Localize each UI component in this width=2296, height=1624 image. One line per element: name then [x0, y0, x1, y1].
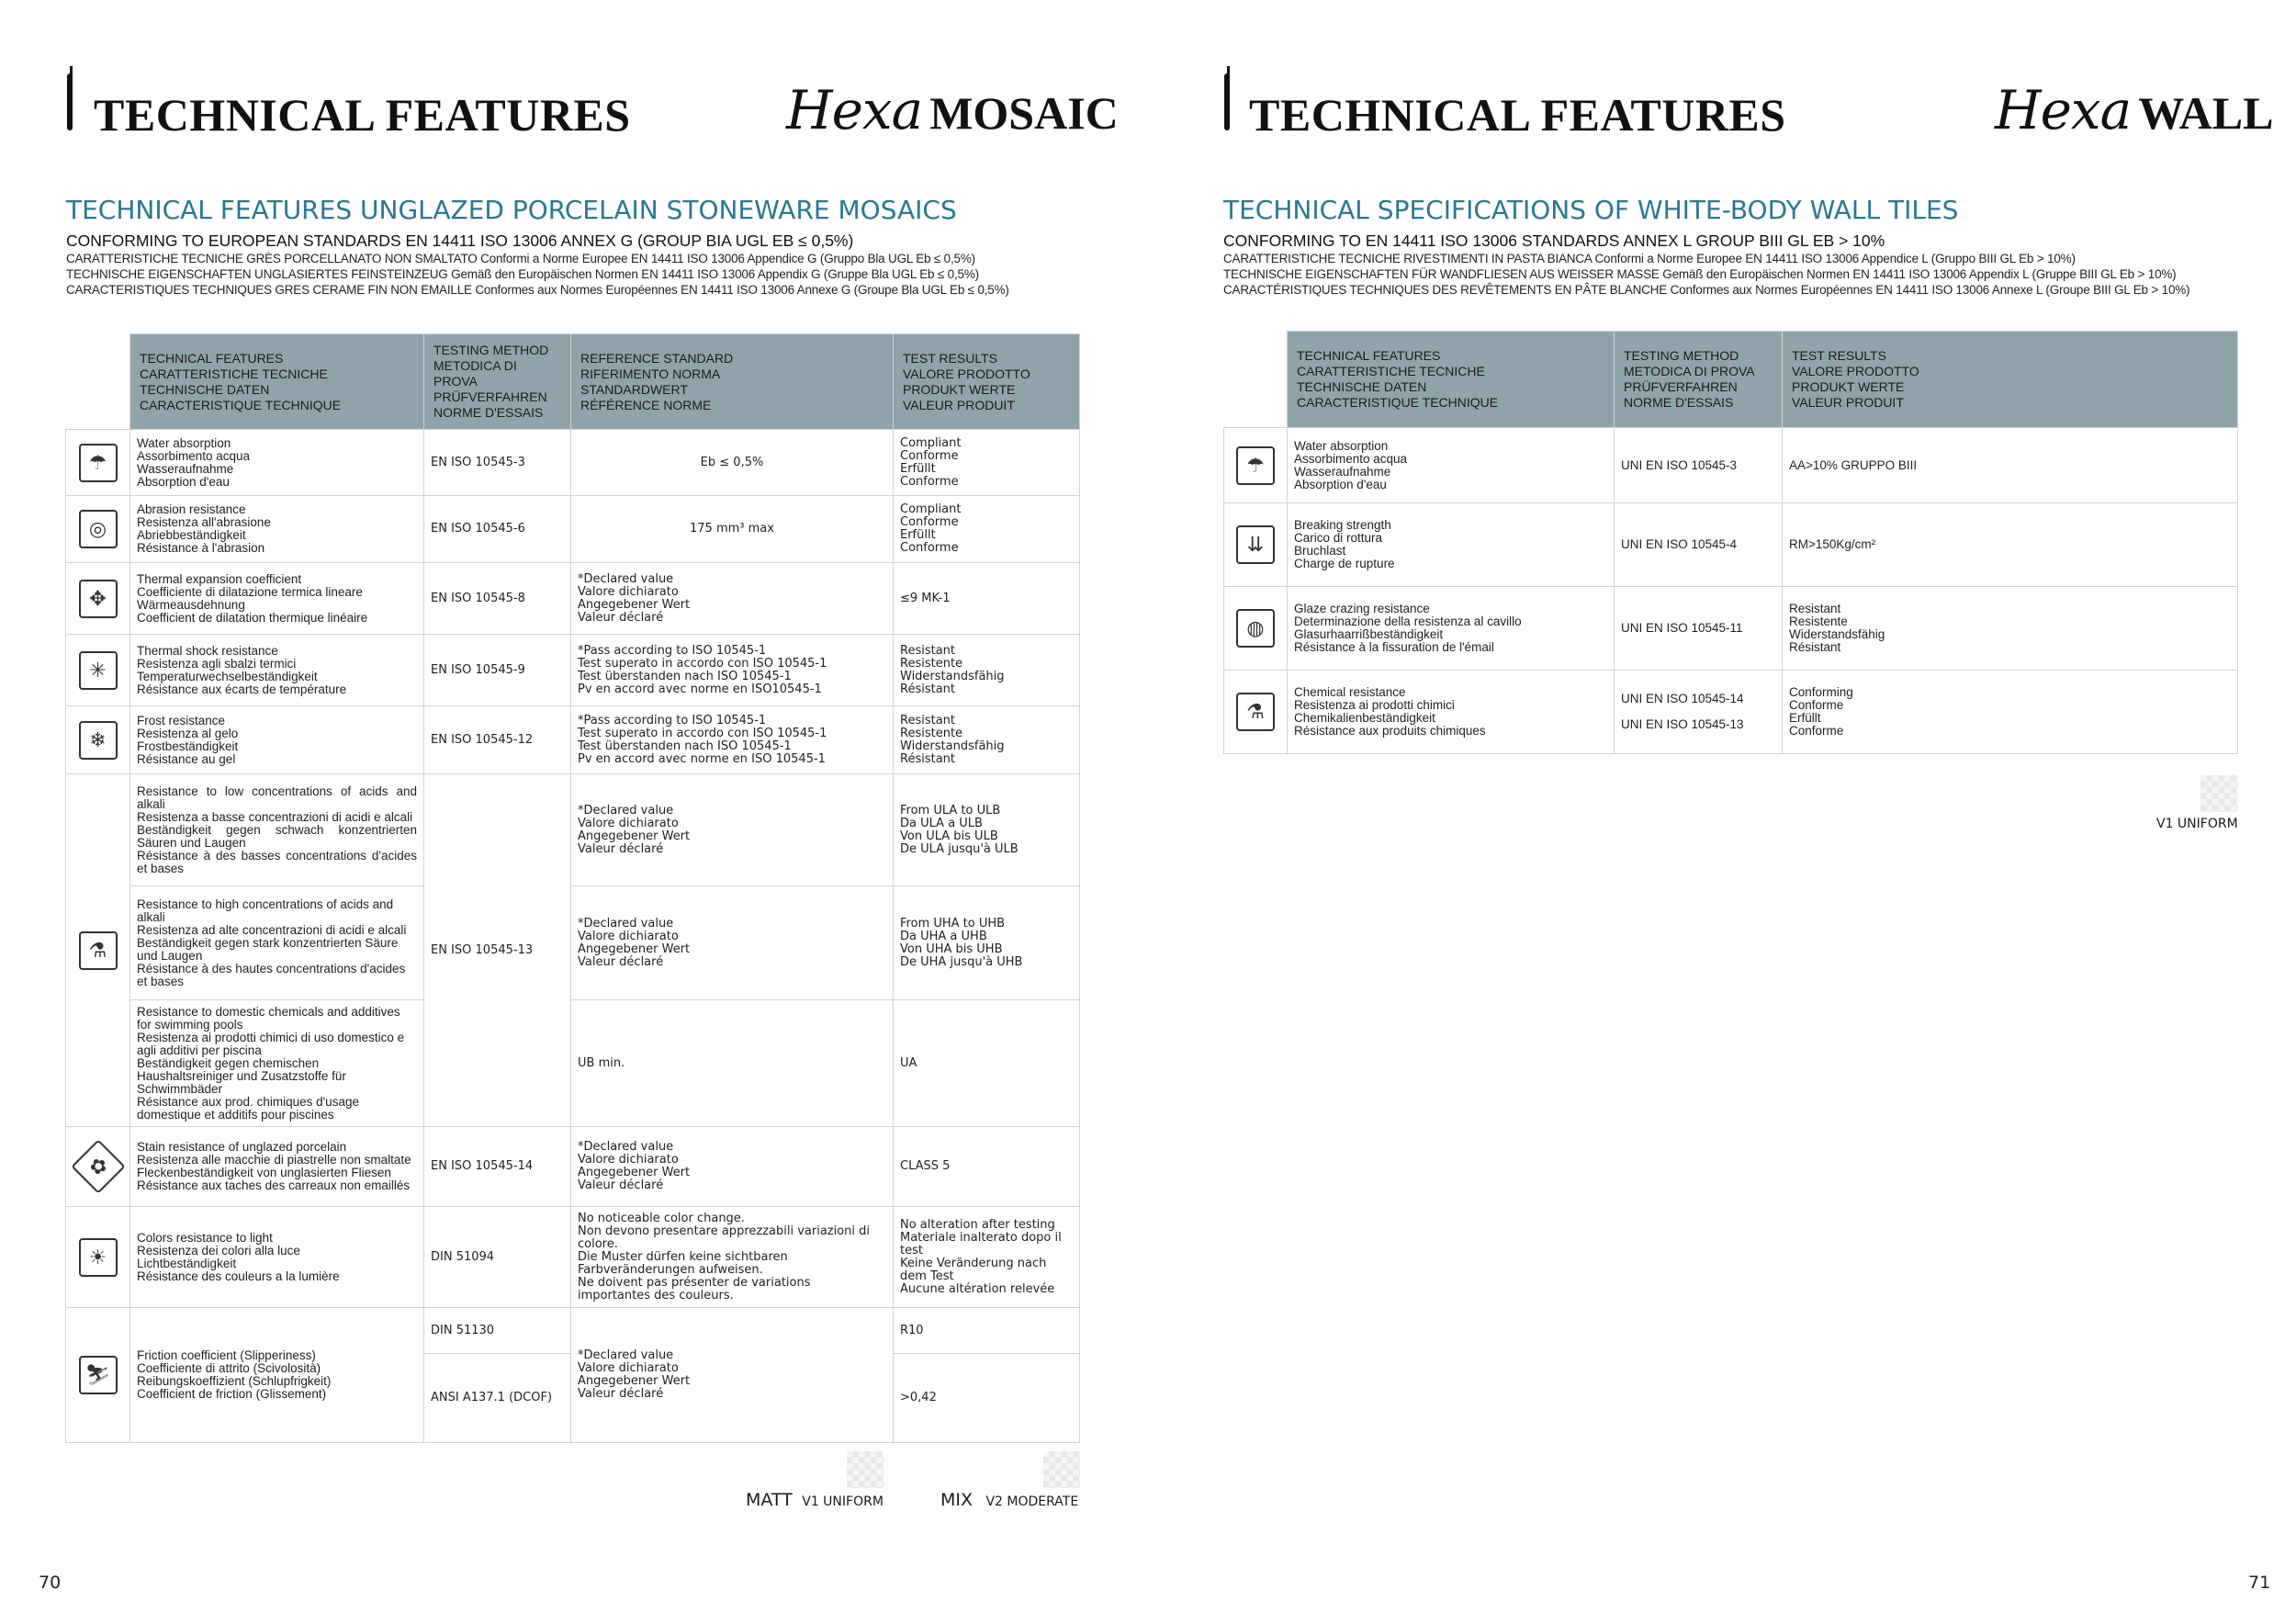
table-header-row — [66, 334, 1080, 430]
table-row — [66, 635, 1080, 706]
shade-variation-v2-icon — [1043, 1451, 1080, 1488]
reference-cell: Eb ≤ 0,5% — [571, 430, 894, 496]
result-cell: Resistant Resistente Widerstandsfähig Résistant — [894, 706, 1080, 774]
thermal-shock-icon: ✳ — [79, 651, 118, 690]
stain-resistance-icon: ✿ — [71, 1139, 125, 1193]
method-cell: ANSI A137.1 (DCOF) — [424, 1354, 571, 1443]
brand-script: Hexa — [1995, 79, 2132, 141]
header-method: TESTING METHOD METODICA DI PROVA PRÜFVERFAHREN NORME D'ESSAIS — [424, 334, 571, 430]
method-cell: EN ISO 10545-3 — [424, 430, 571, 496]
reference-cell: *Declared value Valore dichiarato Angegebener Wert Valeur déclaré — [571, 1308, 894, 1443]
method-cell: EN ISO 10545-13 — [424, 774, 571, 1127]
method-cell: UNI EN ISO 10545-3 — [1615, 428, 1783, 503]
reference-cell: UB min. — [571, 1000, 894, 1127]
page-title: TECHNICAL FEATURES — [94, 89, 631, 141]
feature-cell: Abrasion resistance Resistenza all'abrasione Abriebbeständigkeit Résistance à l'abrasion — [130, 496, 424, 563]
table-row — [1224, 503, 2238, 587]
conforming-line-it: CARATTERISTICHE TECNICHE RIVESTIMENTI IN PASTA BIANCA Conformi a Norme Europee EN 14411 ISO 13006 Appendice L (Gruppo BIII GL Eb > 10%) — [1223, 252, 2076, 265]
result-cell: R10 — [894, 1308, 1080, 1354]
header-features: TECHNICAL FEATURES CARATTERISTICHE TECNICHE TECHNISCHE DATEN CARACTERISTIQUE TECHNIQUE — [130, 334, 424, 430]
reference-cell: *Declared value Valore dichiarato Angegebener Wert Valeur déclaré — [571, 563, 894, 635]
feature-cell: Friction coefficient (Slipperiness) Coefficiente di attrito (Scivolosità) Reibungskoeffizient (Schlupfrigkeit) Coefficient de friction (Glissement) — [130, 1308, 424, 1443]
section-title: TECHNICAL SPECIFICATIONS OF WHITE-BODY WALL TILES — [1223, 195, 1959, 225]
breaking-strength-icon: ⇊ — [1236, 525, 1275, 564]
brand-logo — [1995, 79, 2273, 141]
table-row — [1224, 428, 2238, 503]
method-cell: UNI EN ISO 10545-4 — [1615, 503, 1783, 587]
brand-script: Hexa — [786, 79, 923, 141]
conforming-line-de: TECHNISCHE EIGENSCHAFTEN FÜR WANDFLIESEN AUS WEISSER MASSE Gemäß den Europäischen Normen EN 14411 ISO 13006 Appendix L (Gruppe BIII GL Eb > 10%) — [1223, 267, 2177, 281]
feature-cell: Resistance to low concentrations of acids and alkali Resistenza a basse concentrazioni di acidi e alcali Beständigkeit gegen schwach konzentrierten Säuren und Laugen Résistance à des basses concentrations d'acides et bases — [130, 774, 424, 886]
result-cell: Compliant Conforme Erfüllt Conforme — [894, 496, 1080, 563]
reference-cell: *Declared value Valore dichiarato Angegebener Wert Valeur déclaré — [571, 886, 894, 1000]
feature-cell: Breaking strength Carico di rottura Bruchlast Charge de rupture — [1288, 503, 1615, 587]
method-cell: EN ISO 10545-9 — [424, 635, 571, 706]
feature-cell: Water absorption Assorbimento acqua Wasseraufnahme Absorption d'eau — [1288, 428, 1615, 503]
water-absorption-icon: ☂ — [1236, 446, 1275, 485]
table-row — [66, 1308, 1080, 1354]
conforming-heading: CONFORMING TO EN 14411 ISO 13006 STANDARDS ANNEX L GROUP BIII GL EB > 10% — [1223, 231, 1885, 250]
result-cell: From UHA to UHB Da UHA a UHB Von UHA bis UHB De UHA jusqu'à UHB — [894, 886, 1080, 1000]
feature-cell: Thermal shock resistance Resistenza agli sbalzi termici Temperaturwechselbeständigkeit Résistance aux écarts de température — [130, 635, 424, 706]
feature-cell: Glaze crazing resistance Determinazione della resistenza al cavillo Glasurhaarrißbeständigkeit Résistance à la fissuration de l'émail — [1288, 587, 1615, 671]
page-number: 70 — [39, 1573, 62, 1593]
table-row — [66, 563, 1080, 635]
table-header-row — [1224, 332, 2238, 428]
glaze-crazing-icon: ◍ — [1236, 609, 1275, 648]
title-accent-bar — [1224, 73, 1230, 130]
brand-word: MOSAIC — [929, 87, 1119, 139]
method-cell: UNI EN ISO 10545-14 UNI EN ISO 10545-13 — [1615, 671, 1783, 754]
feature-cell: Thermal expansion coefficient Coefficiente di dilatazione termica lineare Wärmeausdehnung Coefficient de dilatation thermique linéaire — [130, 563, 424, 635]
footer-matt: MATT V1 UNIFORM — [746, 1490, 884, 1510]
conforming-line-it: CARATTERISTICHE TECNICHE GRÈS PORCELLANATO NON SMALTATO Conformi a Norme Europee EN 14411 ISO 13006 Appendice G (Gruppo Bla UGL Eb ≤ 0,5%) — [66, 252, 975, 265]
brand-logo — [786, 79, 1119, 141]
reference-cell: *Pass according to ISO 10545-1 Test superato in accordo con ISO 10545-1 Test überstanden nach ISO 10545-1 Pv en accord avec norme en ISO10545-1 — [571, 635, 894, 706]
water-absorption-icon: ☂ — [79, 444, 118, 482]
reference-cell: *Declared value Valore dichiarato Angegebener Wert Valeur déclaré — [571, 1127, 894, 1207]
shade-variation-v1-icon — [847, 1451, 884, 1488]
brand-word: WALL — [2138, 87, 2274, 139]
method-cell: EN ISO 10545-8 — [424, 563, 571, 635]
feature-cell: Resistance to high concentrations of acids and alkali Resistenza ad alte concentrazioni di acidi e alcali Beständigkeit gegen stark konzentrierten Säure und Laugen Résistance à des hautes concentrations d'acides et bases — [130, 886, 424, 1000]
result-cell: Resistant Resistente Widerstandsfähig Résistant — [894, 635, 1080, 706]
feature-cell: Frost resistance Resistenza al gelo Frostbeständigkeit Résistance au gel — [130, 706, 424, 774]
result-cell: ≤9 MK-1 — [894, 563, 1080, 635]
title-accent-bar — [67, 73, 73, 130]
reference-cell: No noticeable color change. Non devono presentare apprezzabili variazioni di colore. Die Muster dürfen keine sichtbaren Farbveränderungen aufweisen. Ne doivent pas présenter de variations importantes des couleurs. — [571, 1207, 894, 1308]
conforming-line-fr: CARACTÉRISTIQUES TECHNIQUES DES REVÊTEMENTS EN PÂTE BLANCHE Conformes aux Normes Européennes EN 14411 ISO 13006 Annexe L (Groupe BIII GL Eb > 10%) — [1223, 283, 2190, 297]
table-row — [1224, 671, 2238, 754]
reference-cell: *Declared value Valore dichiarato Angegebener Wert Valeur déclaré — [571, 774, 894, 886]
header-reference: REFERENCE STANDARD RIFERIMENTO NORMA STANDARDWERT RÉFÉRENCE NORME — [571, 334, 894, 430]
conforming-heading: CONFORMING TO EUROPEAN STANDARDS EN 14411 ISO 13006 ANNEX G (GROUP BIA UGL EB ≤ 0,5%) — [66, 231, 854, 250]
conforming-line-de: TECHNISCHE EIGENSCHAFTEN UNGLASIERTES FEINSTEINZEUG Gemäß den Europäischen Normen EN 14411 ISO 13006 Appendix G (Gruppe Bla UGL Eb ≤ 0,5%) — [66, 267, 979, 281]
conforming-line-fr: CARACTERISTIQUES TECHNIQUES GRES CERAME FIN NON EMAILLE Conformes aux Normes Européennes EN 14411 ISO 13006 Annexe G (Groupe Bla UGL Eb ≤ 0,5%) — [66, 283, 1009, 297]
table-row — [66, 1000, 1080, 1127]
method-cell: EN ISO 10545-6 — [424, 496, 571, 563]
feature-cell: Water absorption Assorbimento acqua Wasseraufnahme Absorption d'eau — [130, 430, 424, 496]
result-cell: CLASS 5 — [894, 1127, 1080, 1207]
method-cell: DIN 51094 — [424, 1207, 571, 1308]
method-cell: EN ISO 10545-14 — [424, 1127, 571, 1207]
page-title: TECHNICAL FEATURES — [1249, 89, 1786, 141]
slip-resistance-icon: ⛷ — [79, 1356, 118, 1394]
result-cell: Compliant Conforme Erfüllt Conforme — [894, 430, 1080, 496]
frost-resistance-icon: ❄ — [79, 721, 118, 760]
technical-specs-table — [1223, 331, 2238, 754]
result-cell: From ULA to ULB Da ULA a ULB Von ULA bis ULB De ULA jusqu'à ULB — [894, 774, 1080, 886]
result-cell: UA — [894, 1000, 1080, 1127]
table-row — [1224, 587, 2238, 671]
header-features: TECHNICAL FEATURES CARATTERISTICHE TECNICHE TECHNISCHE DATEN CARACTERISTIQUE TECHNIQUE — [1288, 332, 1615, 428]
table-row — [66, 706, 1080, 774]
page-number: 71 — [2248, 1573, 2271, 1593]
feature-cell: Stain resistance of unglazed porcelain Resistenza alle macchie di piastrelle non smaltate Fleckenbeständigkeit von unglasierten Fliesen Résistance aux taches des carreaux non emaillés — [130, 1127, 424, 1207]
footer-mix: MIX V2 MODERATE — [940, 1490, 1079, 1510]
header-results: TEST RESULTS VALORE PRODOTTO PRODUKT WERTE VALEUR PRODUIT — [1783, 332, 2238, 428]
light-resistance-icon: ☀ — [79, 1238, 118, 1277]
feature-cell: Resistance to domestic chemicals and additives for swimming pools Resistenza ai prodotti chimici di uso domestico e agli additivi per piscina Beständigkeit gegen chemischen Haushaltsreiniger und Zusatzstoffe für Schwimmbäder Résistance aux prod. chimiques d'usage domestique et additifs pour piscines — [130, 1000, 424, 1127]
feature-cell: Chemical resistance Resistenza ai prodotti chimici Chemikalienbeständigkeit Résistance aux produits chimiques — [1288, 671, 1615, 754]
table-row — [66, 496, 1080, 563]
result-cell: >0,42 — [894, 1354, 1080, 1443]
chemical-resistance-icon: ⚗ — [79, 931, 118, 970]
shade-variation-v1-icon — [2200, 775, 2237, 812]
thermal-expansion-icon: ✥ — [79, 580, 118, 618]
header-blank — [1224, 332, 1288, 428]
table-row — [66, 430, 1080, 496]
result-cell: AA>10% GRUPPO BIII — [1783, 428, 2238, 503]
result-cell: RM>150Kg/cm² — [1783, 503, 2238, 587]
method-cell: EN ISO 10545-12 — [424, 706, 571, 774]
feature-cell: Colors resistance to light Resistenza dei colori alla luce Lichtbeständigkeit Résistance des couleurs a la lumière — [130, 1207, 424, 1308]
table-row — [66, 774, 1080, 886]
footer-variation: V1 UNIFORM — [2156, 817, 2238, 831]
result-cell: No alteration after testing Materiale inalterato dopo il test Keine Veränderung nach dem Test Aucune altération relevée — [894, 1207, 1080, 1308]
table-row — [66, 1127, 1080, 1207]
method-cell: UNI EN ISO 10545-11 — [1615, 587, 1783, 671]
table-row — [66, 1207, 1080, 1308]
reference-cell: *Pass according to ISO 10545-1 Test superato in accordo con ISO 10545-1 Test überstanden nach ISO 10545-1 Pv en accord avec norme en ISO 10545-1 — [571, 706, 894, 774]
chemical-resistance-icon: ⚗ — [1236, 693, 1275, 731]
result-cell: Resistant Resistente Widerstandsfähig Résistant — [1783, 587, 2238, 671]
reference-cell: 175 mm³ max — [571, 496, 894, 563]
section-title: TECHNICAL FEATURES UNGLAZED PORCELAIN STONEWARE MOSAICS — [66, 195, 957, 225]
table-row — [66, 886, 1080, 1000]
result-cell: Conforming Conforme Erfüllt Conforme — [1783, 671, 2238, 754]
header-method: TESTING METHOD METODICA DI PROVA PRÜFVERFAHREN NORME D'ESSAIS — [1615, 332, 1783, 428]
method-cell: DIN 51130 — [424, 1308, 571, 1354]
technical-features-table — [65, 333, 1080, 1443]
header-blank — [66, 334, 130, 430]
header-results: TEST RESULTS VALORE PRODOTTO PRODUKT WERTE VALEUR PRODUIT — [894, 334, 1080, 430]
abrasion-resistance-icon: ◎ — [79, 510, 118, 548]
right-page — [1148, 0, 2296, 1624]
